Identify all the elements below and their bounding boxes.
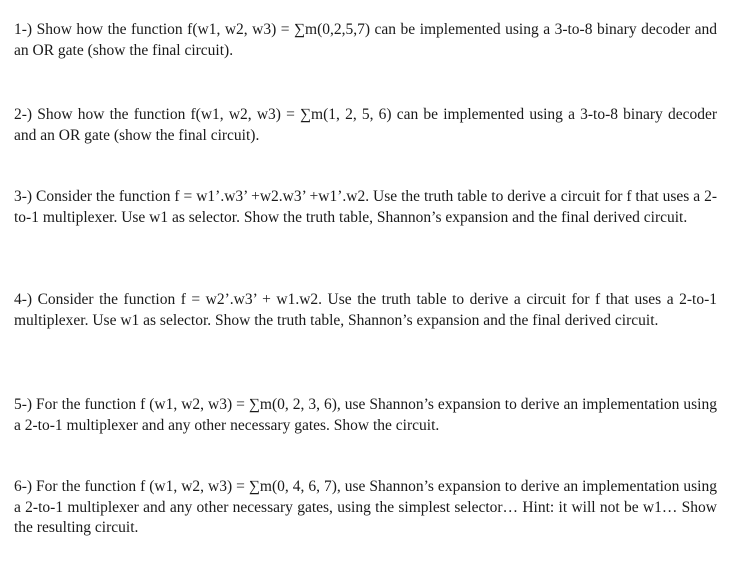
question-3: 3-) Consider the function f = w1’.w3’ +w2.w3’ +w1’.w2. Use the truth table to derive a circuit for f that uses a 2-to-1 multiplexer. Use w1 as selector. Show the truth table, Shannon’s expansion and the final derived circuit.	[14, 188, 717, 226]
question-6: 6-) For the function f (w1, w2, w3) = ∑m(0, 4, 6, 7), use Shannon’s expansion to derive an implementation using a 2-to-1 multiplexer and any other necessary gates, using the simplest selector… Hint: it will not be w1… Show the resulting circuit.	[14, 478, 717, 536]
question-4: 4-) Consider the function f = w2’.w3’ + w1.w2. Use the truth table to derive a circuit for f that uses a 2-to-1 multiplexer. Use w1 as selector. Show the truth table, Shannon’s expansion and the final derived circuit.	[14, 291, 717, 329]
question-5: 5-) For the function f (w1, w2, w3) = ∑m(0, 2, 3, 6), use Shannon’s expansion to derive an implementation using a 2-to-1 multiplexer and any other necessary gates. Show the circuit.	[14, 396, 717, 434]
question-2: 2-) Show how the function f(w1, w2, w3) = ∑m(1, 2, 5, 6) can be implemented using a 3-to-8 binary decoder and an OR gate (show the final circuit).	[14, 106, 717, 144]
question-1: 1-) Show how the function f(w1, w2, w3) = ∑m(0,2,5,7) can be implemented using a 3-to-8 binary decoder and an OR gate (show the final circuit).	[14, 21, 717, 59]
